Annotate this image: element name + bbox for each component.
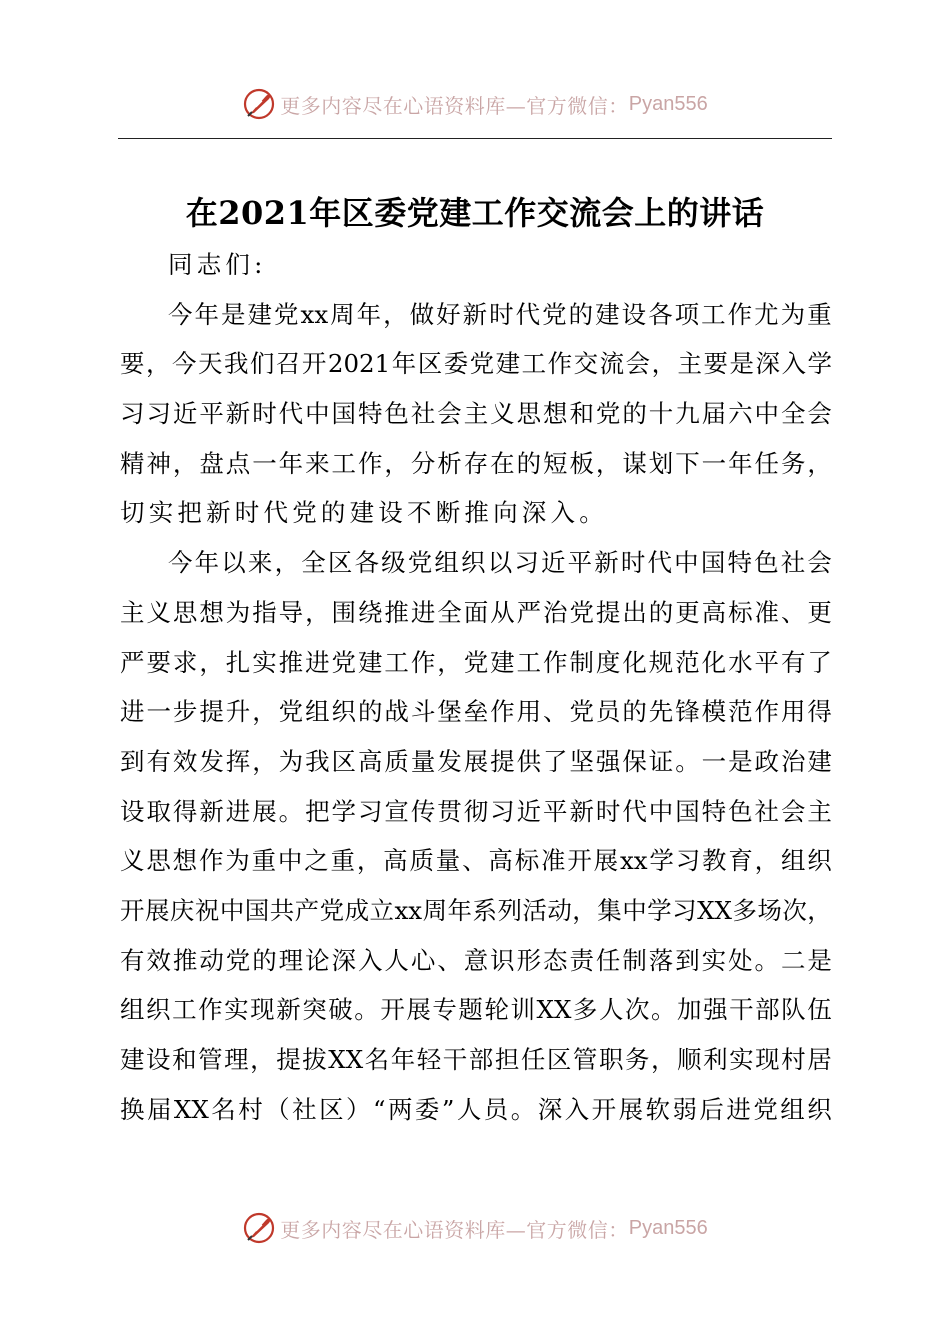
paragraph-line: 到 有 效 发 挥 ， 为 我 区 高 质 量 发 展 提 供 了 坚 强 保 证 。 一 是 政 治 建	[120, 746, 832, 776]
paragraph-line: 今 年 以 来 ， 全 区 各 级 党 组 织 以 习 近 平 新 时 代 中 国 特 色 社 会	[168, 548, 832, 578]
paragraph-line: 进 一 步 提 升 ， 党 组 织 的 战 斗 堡 垒 作 用 、 党 员 的 先 锋 模 范 作 用 得	[120, 697, 832, 727]
paragraph-line: 有 效 推 动 党 的 理 论 深 入 人 心 、 意 识 形 态 责 任 制 落 到 实 处 。 二 是	[120, 945, 832, 975]
paragraph-line: 设 取 得 新 进 展 。 把 学 习 宣 传 贯 彻 习 近 平 新 时 代 中 国 特 色 社 会 主	[120, 796, 832, 826]
banner-text: 更多内容尽在心语资料库—官方微信：	[280, 93, 629, 118]
footer-banner	[0, 1206, 950, 1250]
header-banner	[0, 82, 950, 126]
banner-text: 更多内容尽在心语资料库—官方微信：	[280, 1217, 629, 1242]
paragraph-line: 开 展 庆 祝 中 国 共 产 党 成 立 xx 周 年 系 列 活 动 ， 集 中 学 习 XX 多 场 次 ，	[120, 895, 832, 925]
document-body	[120, 240, 832, 1134]
header-divider	[118, 138, 832, 139]
banner-wechat-id: Pyan556	[628, 92, 708, 115]
paragraph-line: 今 年 是 建 党 xx 周 年 ， 做 好 新 时 代 党 的 建 设 各 项 工 作 尤 为 重	[168, 299, 832, 329]
paragraph-line: 组 织 工 作 实 现 新 突 破 。 开 展 专 题 轮 训 XX 多 人 次 。 加 强 干 部 队 伍	[120, 995, 832, 1025]
paragraph-line: 换 届 XX 名 村 （ 社 区 ） “ 两 委 ” 人 员 。 深 入 开 展 软 弱 后 进 党 组 织	[120, 1094, 832, 1124]
quill-pen-logo-icon	[242, 1211, 276, 1245]
banner-wechat-id: Pyan556	[628, 1216, 708, 1239]
document-title: 在2021年区委党建工作交流会上的讲话	[185, 194, 765, 232]
paragraph-line: 要 ， 今 天 我 们 召 开 2021 年 区 委 党 建 工 作 交 流 会 ， 主 要 是 深 入 学	[120, 349, 832, 379]
quill-pen-logo-icon	[242, 87, 276, 121]
paragraph-line: 习 习 近 平 新 时 代 中 国 特 色 社 会 主 义 思 想 和 党 的 十 九 届 六 中 全 会	[120, 399, 832, 429]
paragraph-line: 建 设 和 管 理 ， 提 拔 XX 名 年 轻 干 部 担 任 区 管 职 务 ， 顺 利 实 现 村 居	[120, 1045, 832, 1074]
paragraph-line: 精 神 ， 盘 点 一 年 来 工 作 ， 分 析 存 在 的 短 板 ， 谋 划 下 一 年 任 务 ，	[120, 448, 832, 478]
paragraph-line: 切实把新时代党的建设不断推向深入。	[120, 498, 608, 528]
paragraph-line: 主 义 思 想 为 指 导 ， 围 绕 推 进 全 面 从 严 治 党 提 出 的 更 高 标 准 、 更	[120, 597, 832, 627]
salutation: 同志们:	[168, 250, 267, 279]
paragraph-line: 义 思 想 作 为 重 中 之 重 ， 高 质 量 、 高 标 准 开 展 xx 学 习 教 育 ， 组 织	[120, 846, 832, 876]
paragraph-line: 严 要 求 ， 扎 实 推 进 党 建 工 作 ， 党 建 工 作 制 度 化 规 范 化 水 平 有 了	[120, 647, 832, 677]
